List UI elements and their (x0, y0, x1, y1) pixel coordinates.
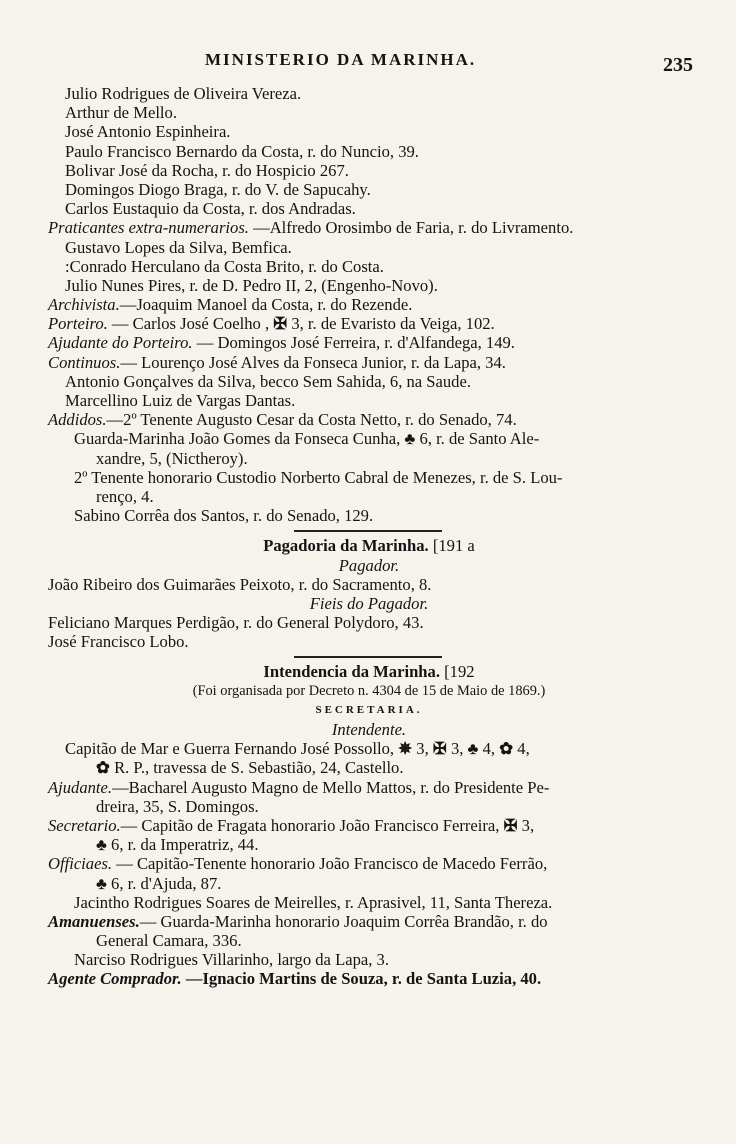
entry-line: Narciso Rodrigues Villarinho, largo da Lapa, 3. (74, 950, 389, 970)
section-ref: [191 a (432, 536, 475, 556)
entry-text: —Ignacio Martins de Souza, r. de Santa Luzia, 40. (185, 969, 542, 989)
comprador-entry (48, 969, 690, 988)
continuos-entry (48, 353, 690, 372)
entry-text: 3, (450, 739, 464, 759)
officiaes-entry (48, 854, 690, 873)
entry-text: 3, (416, 739, 429, 759)
entry-text: — Lourenço José Alves da Fonseca Junior, r. da Lapa, 34. (120, 352, 506, 372)
entry-text: 6, r. de Santo Ale- (419, 429, 540, 449)
entry-line: Bolivar José da Rocha, r. do Hospicio 267. (65, 160, 349, 180)
section-label: Praticantes extra-numerarios. (48, 218, 249, 238)
entry-line (48, 874, 690, 893)
pagadoria-heading (48, 536, 690, 555)
entry-line: José Antonio Espinheira. (65, 122, 231, 142)
section-divider (48, 651, 690, 662)
entry-text: —2º Tenente Augusto Cesar da Costa Netto, r. do Senado, 74. (106, 410, 517, 430)
section-label: Officiaes. (48, 854, 113, 874)
entry-text: 4, (517, 739, 530, 759)
page-header (0, 50, 736, 80)
entry-line: Sabino Corrêa dos Santos, r. do Senado, 129. (74, 506, 374, 526)
entry-line (48, 739, 690, 758)
entry-text: 4, (482, 739, 496, 759)
entry-line (48, 835, 690, 854)
entry-text: — Guarda-Marinha honorario Joaquim Corrêa Brandão, r. do (139, 911, 548, 931)
entry-text: — Capitão de Fragata honorario João Francisco Ferreira, (120, 815, 500, 835)
section-label: Secretario. (48, 815, 121, 835)
entry-line: Paulo Francisco Bernardo da Costa, r. do Nuncio, 39. (65, 141, 419, 161)
entry-line: xandre, 5, (Nictheroy). (96, 448, 248, 468)
amanuenses-entry (48, 912, 690, 931)
section-divider (48, 525, 690, 536)
entry-line: Feliciano Marques Perdigão, r. do General Polydoro, 43. (48, 613, 424, 633)
entry-text: Guarda-Marinha João Gomes da Fonseca Cunha, (74, 429, 401, 449)
section-label: Ajudante do Porteiro. (48, 333, 193, 353)
ajudante-porteiro-entry (48, 333, 690, 352)
entry-line: Jacintho Rodrigues Soares de Meirelles, r. Aprasivel, 11, Santa Thereza. (74, 892, 553, 912)
entry-line: Julio Rodrigues de Oliveira Vereza. (65, 84, 302, 103)
entry-text: — Domingos José Ferreira, r. d'Alfandega, 149. (196, 333, 515, 353)
archivista-entry (48, 295, 690, 314)
entry-line: Domingos Diogo Braga, r. do V. de Sapucahy. (65, 179, 371, 199)
entry-text: — Capitão-Tenente honorario João Francisco de Macedo Ferrão, (116, 854, 548, 874)
section-label: Archivista. (48, 295, 120, 315)
praticantes-entry (48, 218, 690, 237)
entry-text: —Bacharel Augusto Magno de Mello Mattos, r. do Presidente Pe- (112, 777, 550, 797)
entry-line: João Ribeiro dos Guimarães Peixoto, r. do Sacramento, 8. (48, 574, 432, 594)
entry-line: Antonio Gonçalves da Silva, becco Sem Sahida, 6, na Saude. (65, 371, 471, 391)
entry-line: José Francisco Lobo. (48, 632, 189, 652)
section-title: Intendencia da Marinha. (263, 662, 440, 682)
rose-icon: ♣ (96, 835, 107, 855)
entry-line: Julio Nunes Pires, r. de D. Pedro II, 2, (Engenho-Novo). (65, 275, 438, 295)
secretario-entry (48, 816, 690, 835)
cross-icon: ✠ (432, 739, 447, 759)
section-label: Amanuenses. (48, 911, 140, 931)
entry-line: renço, 4. (96, 486, 154, 506)
entry-line (48, 758, 690, 777)
rose-icon: ♣ (467, 739, 479, 759)
intendencia-heading (48, 662, 690, 681)
entry-text: R. P., travessa de S. Sebastião, 24, Castello. (114, 758, 404, 778)
rose-icon: ♣ (404, 429, 416, 449)
section-ref: [192 (444, 662, 475, 682)
entry-text: 6, r. d'Ajuda, 87. (111, 873, 222, 893)
entry-text: 3, (521, 815, 535, 835)
entry-line: 2º Tenente honorario Custodio Norberto Cabral de Menezes, r. de S. Lou- (74, 467, 563, 487)
entry-line: Carlos Eustaquio da Costa, r. dos Andradas. (65, 199, 356, 219)
entry-line: :Conrado Herculano da Costa Brito, r. do Costa. (65, 256, 384, 276)
running-title: MINISTERIO DA MARINHA. (205, 50, 477, 69)
medal-icon: ✿ (499, 739, 514, 759)
porteiro-entry (48, 314, 690, 333)
entry-line (48, 429, 690, 448)
entry-text: —Joaquim Manoel da Costa, r. do Rezende. (119, 295, 413, 315)
entry-text: 3, r. de Evaristo da Veiga, 102. (291, 314, 495, 334)
page-number: 235 (663, 54, 693, 76)
subsection-label: Intendente. (331, 720, 407, 739)
entry-text: —Alfredo Orosimbo de Faria, r. do Livramento. (253, 218, 574, 238)
entry-line: Gustavo Lopes da Silva, Bemfica. (65, 237, 292, 257)
section-label: Continuos. (48, 352, 121, 372)
entry-line: Marcellino Luiz de Vargas Dantas. (65, 391, 296, 410)
section-label: Addidos. (48, 410, 107, 430)
cross-icon: ✠ (503, 815, 518, 835)
section-label: Agente Comprador. (48, 969, 182, 989)
entry-text: 6, r. da Imperatriz, 44. (111, 835, 259, 855)
secretaria-label: SECRETARIA. (315, 703, 423, 716)
entry-text: Capitão de Mar e Guerra Fernando José Possollo, (65, 739, 395, 759)
entry-text: — Carlos José Coelho , (111, 314, 270, 334)
ajudante-entry (48, 778, 690, 797)
cross-icon: ✠ (273, 314, 288, 334)
subsection-label: Fieis do Pagador. (309, 593, 429, 613)
entry-line: Arthur de Mello. (65, 103, 177, 123)
section-label: Ajudante. (48, 777, 113, 797)
addidos-entry (48, 410, 690, 429)
subsection-label: Pagador. (338, 555, 400, 575)
medal-icon: ✿ (96, 758, 110, 778)
entry-line: General Camara, 336. (96, 931, 242, 951)
entry-line: dreira, 35, S. Domingos. (96, 796, 259, 816)
section-label: Porteiro. (48, 314, 108, 334)
section-title: Pagadoria da Marinha. (263, 536, 429, 556)
star-icon: ✵ (398, 739, 413, 759)
rose-icon: ♣ (96, 873, 107, 893)
page-content (48, 84, 690, 989)
decree-note: (Foi organisada por Decreto n. 4304 de 15 de Maio de 1869.) (192, 682, 546, 699)
